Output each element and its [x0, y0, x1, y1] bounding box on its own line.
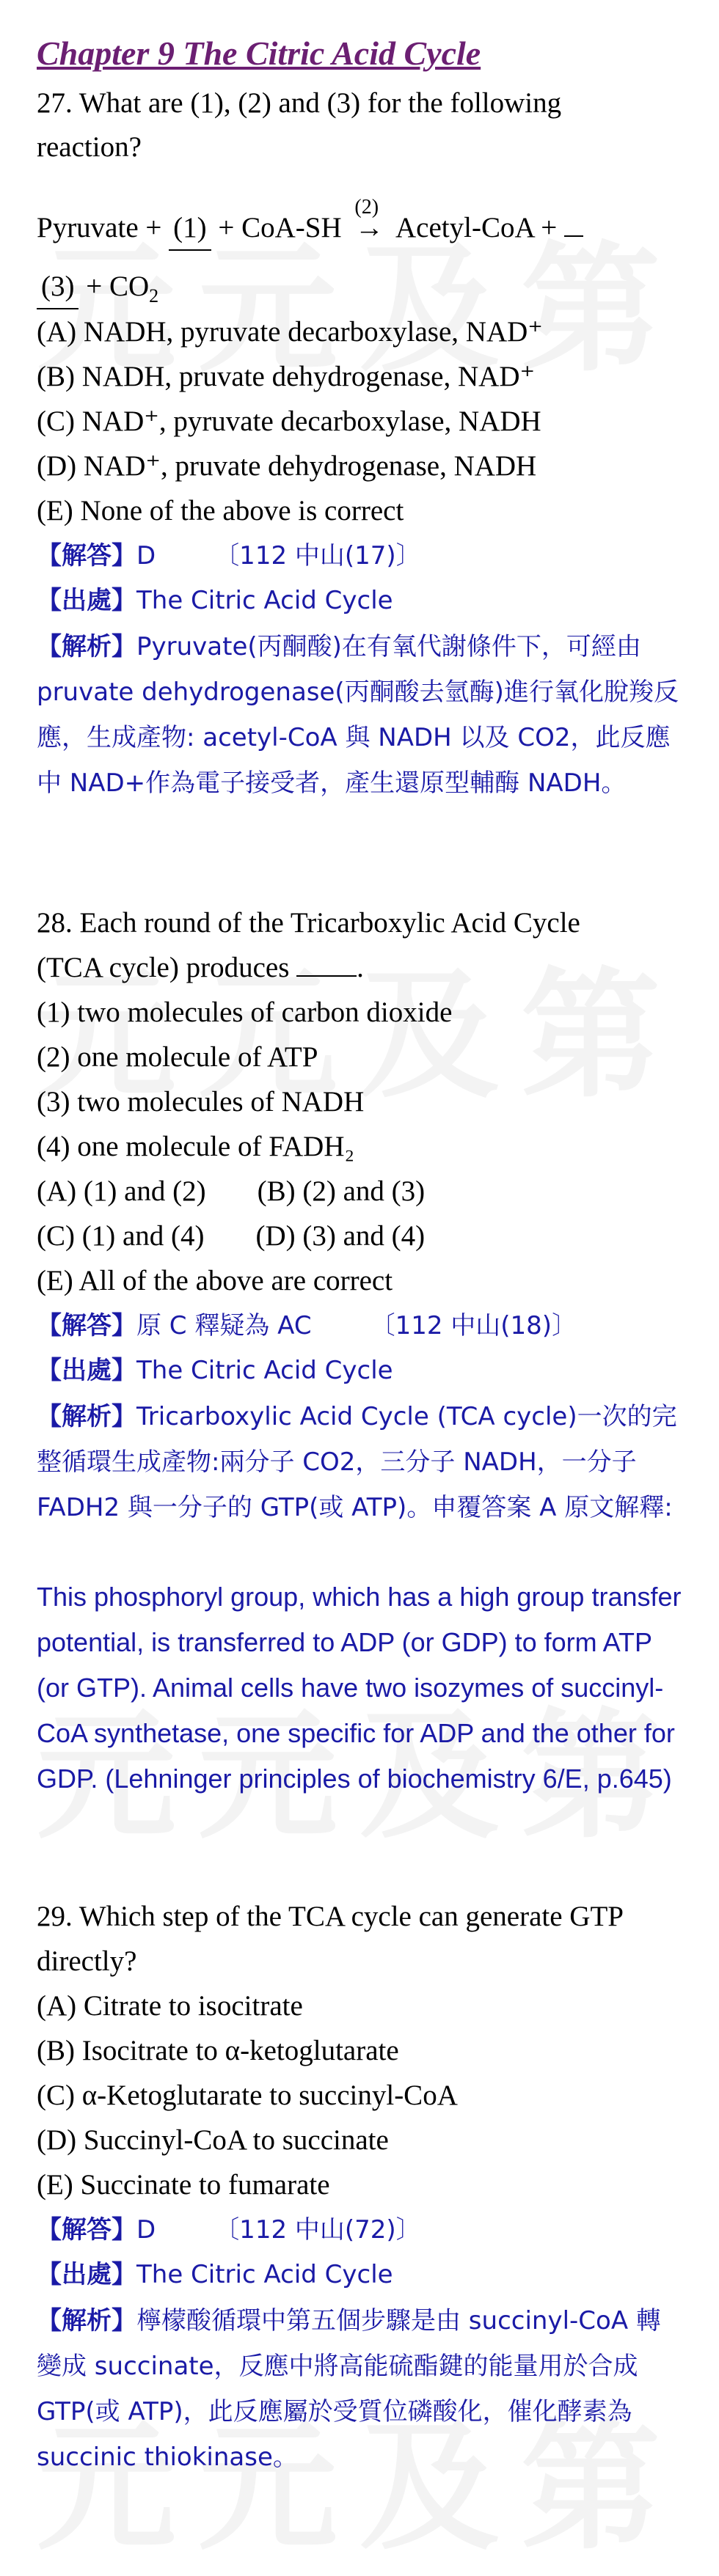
q29-option: (E) Succinate to fumarate — [37, 2169, 330, 2201]
explain-text: 檸檬酸循環中第五個步驟是由 succinyl-CoA 轉變成 succinate，反應中將高能硫酯鍵的能量用於合成 GTP(或 ATP)，此反應屬於受質位磷酸化，催化酵素為 succinic thiokinase。 — [37, 2306, 661, 2472]
q28-source — [37, 1349, 690, 1392]
q29-option: (C) α-Ketoglutarate to succinyl-CoA — [37, 2080, 458, 2111]
q27-stem-line2: reaction? — [37, 131, 142, 163]
source-value: The Citric Acid Cycle — [136, 1356, 393, 1385]
q28-options-row2 — [37, 1215, 690, 1258]
reaction-pyruvate: Pyruvate + — [37, 212, 162, 243]
answer-value: D — [136, 541, 156, 570]
q27-option: (C) NAD⁺, pyruvate decarboxylase, NADH — [37, 406, 541, 437]
explain-tag: 【解析】 — [37, 1402, 136, 1431]
q27-option: (D) NAD⁺, pruvate dehydrogenase, NADH — [37, 450, 537, 482]
q27-option: (E) None of the above is correct — [37, 495, 404, 526]
explain-tag: 【解析】 — [37, 2306, 136, 2335]
exam-source: 〔112 中山(17)〕 — [214, 541, 421, 570]
source-value: The Citric Acid Cycle — [136, 586, 393, 615]
q28-stem-line1: 28. Each round of the Tricarboxylic Acid Cycle — [37, 907, 580, 939]
reaction-blank-3: (3) — [37, 265, 79, 309]
q28-explanation — [37, 1394, 682, 1530]
q28-stem-text: (TCA cycle) produces — [37, 952, 290, 983]
q28-option-a: (A) (1) and (2) — [37, 1175, 206, 1207]
reaction-acetyl: Acetyl-CoA + — [395, 212, 558, 243]
answer-tag: 【解答】 — [37, 541, 136, 570]
q28-option-c: (C) (1) and (4) — [37, 1220, 205, 1252]
q29-stem-line1: 29. Which step of the TCA cycle can generate GTP — [37, 1901, 624, 1932]
q29-option: (B) Isocitrate to α-ketoglutarate — [37, 2035, 399, 2066]
answer-tag: 【解答】 — [37, 1311, 136, 1340]
source-tag: 【出處】 — [37, 2260, 136, 2289]
chapter-title: Chapter 9 The Citric Acid Cycle — [37, 34, 481, 72]
q27-option: (A) NADH, pyruvate decarboxylase, NAD⁺ — [37, 316, 543, 348]
q27-explanation — [37, 624, 682, 806]
q28-stem-end: . — [357, 952, 364, 983]
q27-stem-line1: 27. What are (1), (2) and (3) for the following — [37, 87, 562, 119]
q27-reaction — [37, 196, 690, 251]
reaction-arrow — [348, 196, 390, 249]
reaction-blank-underline — [564, 235, 583, 237]
answer-value: D — [136, 2215, 156, 2245]
q29-stem-line2: directly? — [37, 1945, 137, 1977]
answer-tag: 【解答】 — [37, 2215, 136, 2245]
explain-text: Pyruvate(丙酮酸)在有氧代謝條件下，可經由 pruvate dehydrogenase(丙酮酸去氫酶)進行氧化脫羧反應，生成產物: acetyl-CoA 與 NADH 以及 CO2，此反應中 NAD+作為電子接受者，產生還原型輔酶 NADH。 — [37, 632, 679, 798]
q29-option: (D) Succinyl-CoA to succinate — [37, 2124, 389, 2156]
explain-text: Tricarboxylic Acid Cycle (TCA cycle)一次的完整循環生成產物:兩分子 CO2，三分子 NADH，一分子 FADH2 與一分子的 GTP(或 ATP)。申覆答案 A 原文解釋: — [37, 1402, 677, 1522]
q27-option: (B) NADH, pruvate dehydrogenase, NAD⁺ — [37, 361, 536, 392]
q27-answer — [37, 535, 690, 577]
arrow-right-icon: → — [354, 212, 384, 243]
q28-option-e: (E) All of the above are correct — [37, 1265, 393, 1296]
q28-quote: This phosphoryl group, which has a high group transfer potential, is transferred to ADP (or GDP) to form ATP (or GTP). Animal cells have two isozymes of succinyl-CoA synthetase, one specific for ADP and the other for GDP. (Lehninger principles of biochemistry 6/E, p.645) — [37, 1582, 682, 1794]
q28-item: (2) one molecule of ATP — [37, 1041, 318, 1073]
source-tag: 【出處】 — [37, 1356, 136, 1385]
q28-item: (1) two molecules of carbon dioxide — [37, 997, 453, 1028]
q28-option-d: (D) (3) and (4) — [255, 1220, 426, 1252]
q27-source — [37, 579, 690, 622]
answer-value: 原 C 釋疑為 AC — [136, 1311, 312, 1340]
q28-option-b: (B) (2) and (3) — [257, 1175, 426, 1207]
q28-item: (3) two molecules of NADH — [37, 1086, 365, 1118]
q29-answer — [37, 2209, 690, 2251]
reaction-co2-sub: 2 — [149, 285, 159, 307]
q29-explanation — [37, 2298, 682, 2480]
exam-source: 〔112 中山(72)〕 — [214, 2215, 421, 2245]
q28-stem-line2 — [37, 947, 690, 989]
exam-source: 〔112 中山(18)〕 — [370, 1311, 577, 1340]
q28-blank — [296, 975, 357, 977]
q27-reaction-line2 — [37, 265, 690, 318]
q29-source — [37, 2253, 690, 2296]
reaction-blank-1: (1) — [169, 207, 211, 251]
explain-tag: 【解析】 — [37, 632, 136, 661]
q28-options-row1 — [37, 1170, 690, 1213]
reaction-coa: + CoA-SH — [218, 212, 342, 243]
reaction-co2: + CO — [86, 271, 150, 302]
source-tag: 【出處】 — [37, 586, 136, 615]
source-value: The Citric Acid Cycle — [136, 2260, 393, 2289]
q29-option: (A) Citrate to isocitrate — [37, 1990, 303, 2022]
q28-item: (4) one molecule of FADH₂ — [37, 1131, 355, 1162]
q28-answer — [37, 1304, 690, 1347]
reaction-arrow-label: (2) — [354, 196, 379, 219]
